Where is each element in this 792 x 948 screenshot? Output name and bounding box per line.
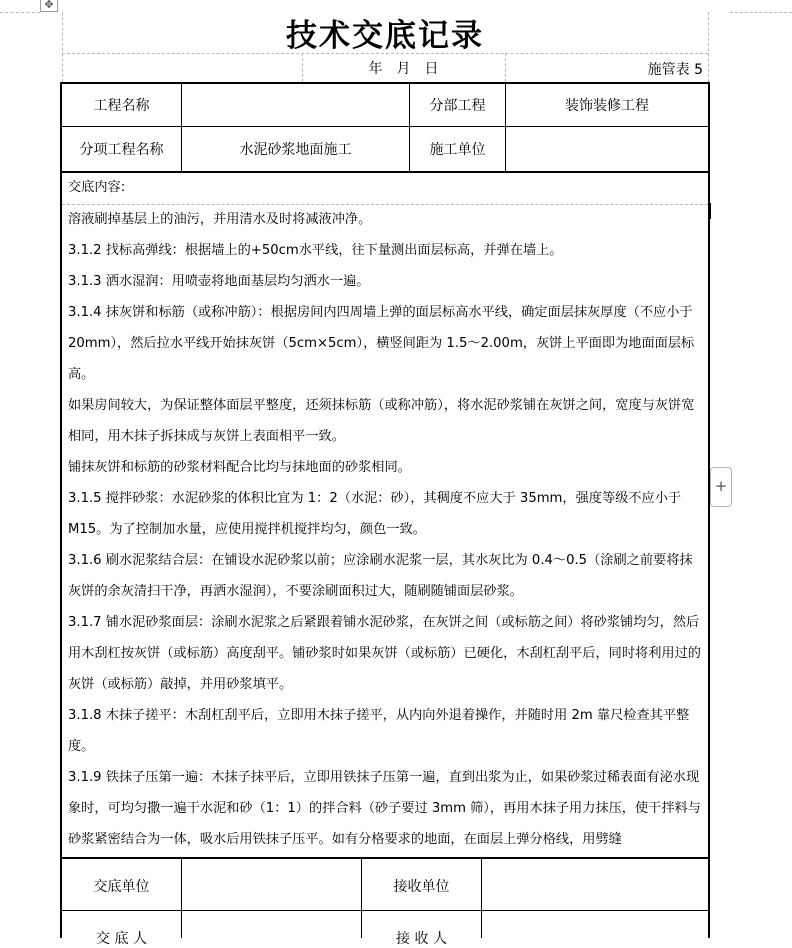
receiver-label: 接 收 人 [396, 931, 447, 947]
table-border-top [60, 82, 710, 84]
content-paragraph: 3.1.2 找标高弹线：根据墙上的+50cm水平线，往下量测出面层标高，并弹在墙上。 [68, 243, 563, 258]
form-code: 施管表 5 [647, 62, 703, 78]
date-label: 年 月 日 [368, 61, 439, 77]
document-title: 技术交底记录 [286, 18, 484, 54]
content-paragraph: 3.1.3 洒水湿润：用喷壶将地面基层均匀洒水一遍。 [68, 274, 370, 289]
division-label: 分部工程 [429, 98, 486, 114]
content-paragraph: 3.1.4 抹灰饼和标筋（或称冲筋）：根据房间内四周墙上弹的面层标高水平线，确定面层抹灰厚度（不应小于 20mm），然后拉水平线开始抹灰饼（5cm×5cm），横竖间距为 1.5～2.00m，灰饼上平面即为地面面层标高。 [68, 305, 695, 382]
subitem-label: 分项工程名称 [79, 142, 164, 158]
table-move-handle[interactable] [40, 0, 58, 12]
row-divider-1 [60, 126, 710, 127]
footer-col-divider-3 [481, 858, 482, 938]
page-guide-top-left [0, 12, 40, 13]
content-paragraph: 溶液刷掉基层上的油污，并用清水及时将减液冲净。 [68, 212, 372, 227]
content-paragraph: 3.1.6 刷水泥浆结合层：在铺设水泥砂浆以前；应涂刷水泥浆一层，其水灰比为 0.4～0.5（涂刷之前要将抹灰饼的余灰清扫干净，再洒水湿润），不要涂刷面积过大，随刷随铺面层砂浆。 [68, 553, 693, 599]
move-crosshair-icon: ✥ [44, 0, 54, 11]
text-cursor [709, 203, 711, 219]
content-paragraph: 3.1.8 木抹子搓平：木刮杠刮平后，立即用木抹子搓平，从内向外退着操作，并随时用 2m 靠尺检查其平整度。 [68, 708, 690, 754]
title-border-right [708, 12, 709, 82]
content-heading: 交底内容: [68, 180, 126, 195]
footer-row-divider [60, 910, 710, 911]
table-border-left [60, 82, 62, 938]
content-body[interactable] [68, 204, 704, 855]
add-row-button[interactable] [710, 467, 732, 507]
receiving-unit-label: 接收单位 [393, 879, 450, 895]
date-border-right [505, 53, 506, 82]
plus-icon: + [714, 477, 728, 495]
content-paragraph: 3.1.7 铺水泥砂浆面层：涂刷水泥浆之后紧跟着铺水泥砂浆，在灰饼之间（或标筋之间）将砂浆铺均匀，然后用木刮杠按灰饼（或标筋）高度刮平。铺砂浆时如果灰饼（或标筋）已硬化，木刮杠刮平后，同时将利用过的灰饼（或标筋）敲掉，并用砂浆填平。 [68, 615, 701, 692]
content-paragraph: 如果房间较大，为保证整体面层平整度，还须抹标筋（或称冲筋），将水泥砂浆铺在灰饼之间，宽度与灰饼宽相同，用木抹子拆抹成与灰饼上表面相平一致。 [68, 398, 695, 444]
footer-col-divider-2 [361, 858, 362, 938]
subitem-value[interactable]: 水泥砂浆地面施工 [239, 142, 352, 158]
handover-unit-label: 交底单位 [93, 879, 150, 895]
content-paragraph: 铺抹灰饼和标筋的砂浆材料配合比均与抹地面的砂浆相同。 [68, 460, 411, 475]
content-paragraph: 3.1.5 搅拌砂浆：水泥砂浆的体积比宜为 1：2（水泥：砂），其稠度不应大于 35mm，强度等级不应小于 M15。为了控制加水量，应使用搅拌机搅拌均匀，颜色一致。 [68, 491, 682, 537]
page-guide-top-right [730, 12, 792, 13]
project-name-label: 工程名称 [93, 98, 150, 114]
content-paragraph: 3.1.9 铁抹子压第一遍：木抹子抹平后，立即用铁抹子压第一遍，直到出浆为止，如果砂浆过稀表面有泌水现象时，可均匀撒一遍干水泥和砂（1：1）的拌合料（砂子要过 3mm 筛），再用木抹子用力抹压，使干拌料与砂浆紧密结合为一体，吸水后用铁抹子压平。如有分格要求的地面，在面层上弹分格线，用劈缝 [68, 770, 701, 847]
division-value[interactable]: 装饰装修工程 [565, 98, 649, 114]
footer-border-left [60, 857, 62, 938]
footer-col-divider-1 [181, 858, 182, 938]
handover-person-label: 交 底 人 [96, 931, 147, 947]
unit-label: 施工单位 [429, 142, 486, 158]
row-divider-2 [60, 171, 710, 173]
footer-border-right [708, 857, 710, 938]
footer-border-top [60, 857, 710, 859]
footer-background [62, 857, 708, 938]
